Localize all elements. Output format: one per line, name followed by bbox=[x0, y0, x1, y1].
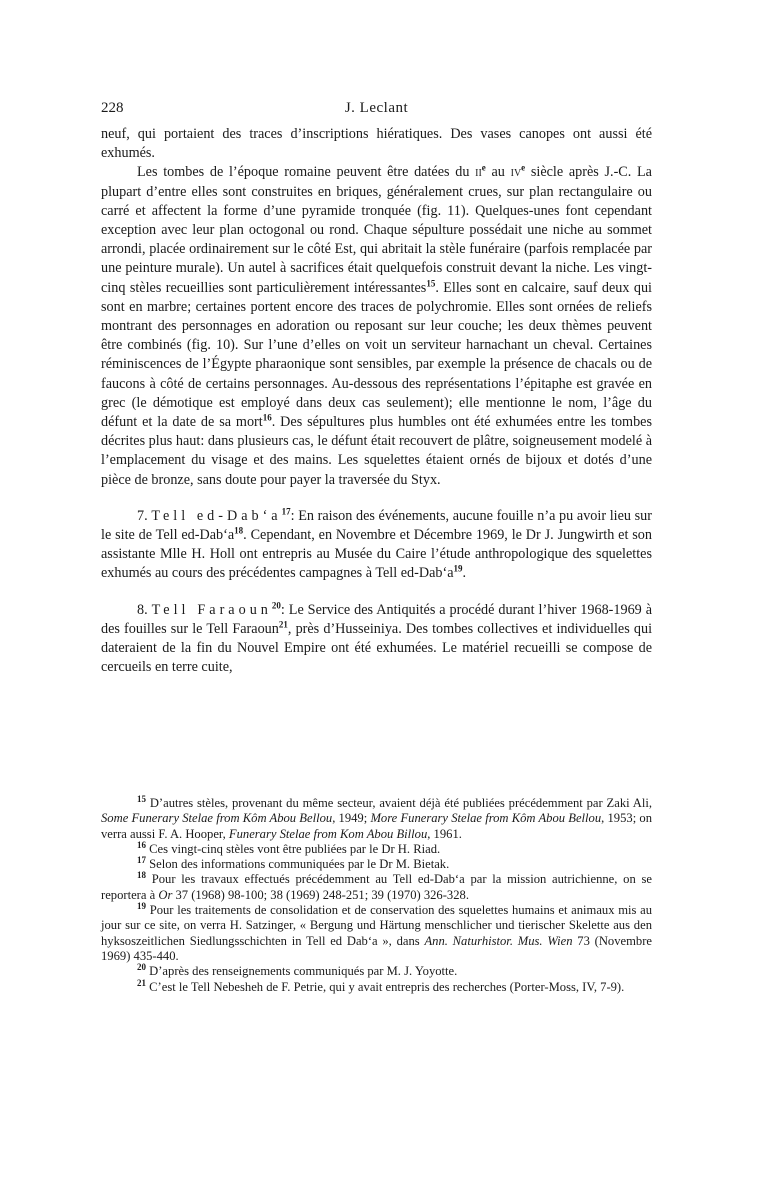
footnote-ref[interactable]: 15 bbox=[426, 277, 436, 288]
footnote: $^{17}$ Selon des informations communiquées par le Dr M. Bietak. bbox=[137, 855, 450, 872]
footnote: $^{16}$ Ces vingt-cinq stèles vont être publiées par le Dr H. Riad. bbox=[137, 839, 441, 856]
footnote: $^{19}$ Pour les traitements de consolidation et de conservation des squelettes humains et animaux mis au jour sur ce site, on verra H. Satzinger, « Bergung und Härtung menschlicher und tierischer Skelette aus den hyksoszeitlichen Siedlungsschichten in Tell ed Dab‘a », dans Ann. Naturhistor. Mus. Wien 73 (Novembre 1969) 435-440. bbox=[101, 900, 652, 963]
section-tell-ed-daba: 7. Tell $ed-Dab‘a^{17}$: En raison des événements, aucune fouille n’a pu avoir lieu sur le site de Tell $ed-Dab‘a^{18}$. Cependant, en Novembre et Décembre 1969, le Dr J. Jungwirth et son assistante Mlle H. Holl ont entrepris au Musée du Caire l’étude anthropologique des squelettes exhumés au cours des précédentes campagnes à Tell $ed-Dab‘a^{19}$. bbox=[101, 506, 652, 582]
footnote: $^{21}$ C’est le Tell Nebesheh de F. Petrie, qui y avait entrepris des recherches (Porter-Moss, IV, 7-9). bbox=[137, 977, 625, 994]
running-head: J. Leclant bbox=[344, 100, 409, 116]
footnote: $^{20}$ D’après des renseignements communiqués par M. J. Yoyotte. bbox=[137, 962, 458, 979]
page-header bbox=[101, 100, 652, 120]
footnote: $^{18}$ Pour les travaux effectués précédemment au Tell ed-Dab‘a par la mission autrichienne, on se reportera à Or 37 (1968) 98-100; 38 (1969) 248-251; 39 (1970) 326-328. bbox=[101, 870, 652, 902]
footnote-ref[interactable]: 17 bbox=[281, 506, 291, 517]
section-title: Tell Faraoun bbox=[151, 601, 272, 618]
footnote-ref[interactable]: 20 bbox=[271, 599, 281, 610]
paragraph-roman-tombs: Les tombes de l’époque romaine peuvent être datées du $ii^e$ au $iv^e$ siècle après J.-C. La plupart d’entre elles sont construites en briques, généralement crues, sur plan rectangulaire ou carré et affectent la forme d’une pyramide tronquée (fig. 11). Quelques-unes font cependant exception avec leur plan octogonal ou rond. Chaque sépulture possédait une niche au sommet arrondi, placée ordinairement sur le côté Est, qui abritait la stèle funéraire (parfois remplacée par une peinture murale). Un autel à sacrifices était quelquefois construit devant la niche. Les vingt-cinq stèles recueillies sont particulièrement intéressantes$^{15}$. Elles sont en calcaire, sauf deux qui sont en marbre; certaines portent encore des traces de polychromie. Elles sont ornées de reliefs montrant des personnages en adoration ou reposant sur leur couche; les deux thèmes peuvent être combinés (fig. 10). Sur l’une d’elles on voit un serviteur harnachant un cheval. Certaines réminiscences de l’Égypte pharaonique sont sensibles, par exemple la présence de chacals ou de faucons à côté de certains personnages. Au-dessous des représentations l’épitaphe est gravée en grec (le démotique est employé dans deux cas seulement); elle mentionne le nom, l’âge du défunt et la date de sa mort$^{16}$. Des sépultures plus humbles ont été exhumées entre les tombes décrites plus haut: dans plusieurs cas, le défunt était recouvert de plâtre, soigneusement modelé à l’emplacement du visage et des mains. Les squelettes étaient ornés de bijoux et dotés d’une pièce de bronze, sans doute pour payer la traversée du Styx. bbox=[101, 162, 653, 488]
section-number: 8. bbox=[137, 601, 148, 618]
main-text bbox=[101, 125, 652, 677]
page-number: 228 bbox=[101, 100, 124, 116]
paragraph-continuation: neuf, qui portaient des traces d’inscriptions hiératiques. Des vases canopes ont aussi été exhumés. bbox=[101, 126, 652, 162]
footnote-ref[interactable]: 19 bbox=[453, 563, 463, 574]
footnote-ref[interactable]: 18 bbox=[234, 525, 244, 536]
section-title: Tell ed-Dab‘a bbox=[151, 507, 282, 524]
footnotes bbox=[101, 793, 652, 995]
section-tell-faraoun: 8. Tell Faraoun$^{20}$: Le Service des Antiquités a procédé durant l’hiver 1968-1969 à des fouilles sur le Tell Faraoun$^{21}$, près d’Husseiniya. Des tombes collectives et individuelles qui dateraient de la fin du Nouvel Empire ont été exhumées. Le matériel recueilli se compose de cercueils en terre cuite, bbox=[101, 599, 653, 676]
footnote: $^{15}$ D’autres stèles, provenant du même secteur, avaient déjà été publiées précédemment par Zaki Ali, Some Funerary Stelae from Kôm Abou Bellou, 1949; More Funerary Stelae from Kôm Abou Bellou, 1953; on verra aussi F. A. Hooper, Funerary Stelae from Kom Abou Billou, 1961. bbox=[101, 793, 652, 841]
footnote-ref[interactable]: 16 bbox=[262, 412, 272, 423]
footnote-ref[interactable]: 21 bbox=[278, 619, 288, 630]
section-number: 7. bbox=[137, 507, 148, 524]
